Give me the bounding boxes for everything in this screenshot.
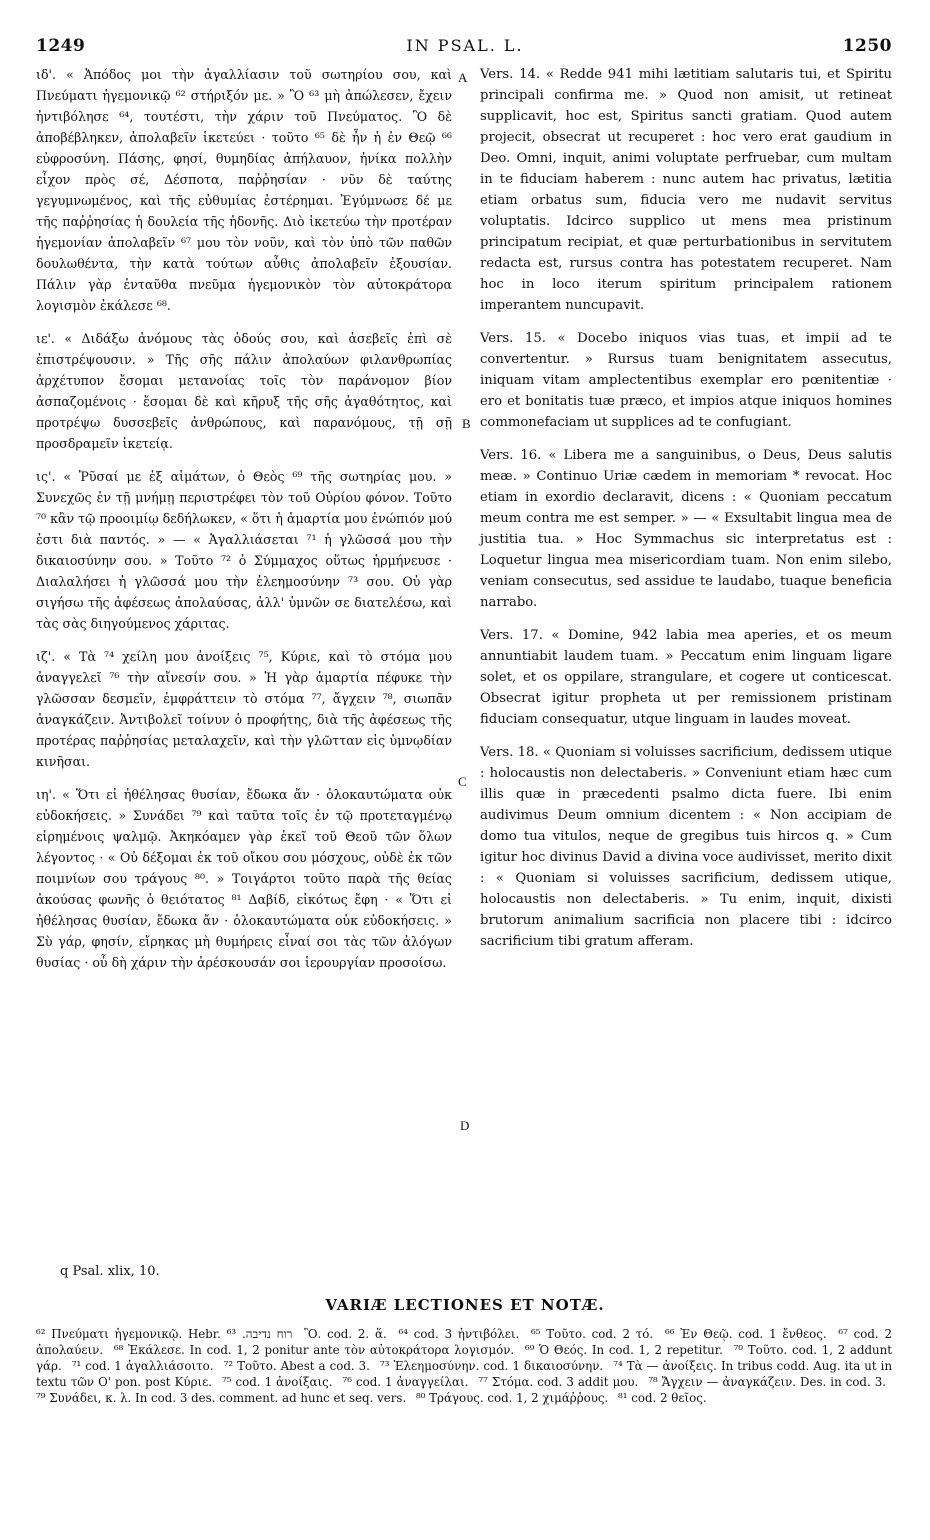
running-title: IN PSAL. L. [406, 36, 524, 55]
margin-marker-b: B [462, 416, 471, 431]
note-64: ⁶⁴ cod. 3 ἠντιβόλει. [398, 1327, 520, 1341]
variant-readings [36, 1326, 892, 1406]
note-70: ⁷⁰ Τοῦτο. cod. 1, 2 addunt γάρ. [36, 1343, 892, 1373]
margin-marker-d: D [460, 1118, 470, 1133]
note-78: ⁷⁸ Ἄγχειν — ἀναγκάζειν. Des. in cod. 3. [648, 1375, 887, 1389]
note-74: ⁷⁴ Τὰ — ἀνοίξεις. In tribus codd. Aug. ita ut in textu τῶν Ο' pon. post Κύριε. [36, 1359, 893, 1389]
latin-verse-17: Vers. 17. « Domine, 942 labia mea aperies, et os meum annuntiabit laudem tuam. » Peccatum enim linguam ligare solet, et os oppilare, strangulare, et cogere ut conticescat. Obsecrat igitur propheta ut per remissionem pristinam fiduciam consequatur, utque linguam in laudes moveat. [480, 628, 892, 727]
margin-marker-a: A [458, 70, 468, 85]
note-63: ⁶³ Ὃ. cod. 2. ἅ. [226, 1327, 387, 1341]
note-75: ⁷⁵ cod. 1 ἀνοίξαις. [222, 1375, 333, 1389]
note-69: ⁶⁹ Ὁ Θεός. In cod. 1, 2 repetitur. [524, 1343, 723, 1357]
note-67: ⁶⁷ cod. 2 ἀπολαύειν. [36, 1327, 892, 1357]
note-65: ⁶⁵ Τοῦτο. cod. 2 τό. [531, 1327, 654, 1341]
note-71: ⁷¹ cod. 1 ἀγαλλιάσοιτο. [71, 1359, 214, 1373]
note-66: ⁶⁶ Ἐν Θεῷ. cod. 1 ἔνθεος. [664, 1327, 827, 1341]
greek-verse-16: ις'. « Ῥῦσαί με ἐξ αἱμάτων, ὁ Θεὸς ⁶⁹ τῆς σωτηρίας μου. » Συνεχῶς ἐν τῇ μνήμῃ περιστρέφει τὸν τοῦ Οὐρίου φόνον. Τοῦτο ⁷⁰ κἂν τῷ προοιμίῳ δεδήλωκεν, « ὅτι ἡ ἁμαρτία μου ἐνώπιόν μού ἐστι διὰ παντός. » — « Ἀγαλλιάσεται ⁷¹ ἡ γλῶσσά μου τὴν δικαιοσύνην σου. » Τοῦτο ⁷² ὁ Σύμμαχος οὕτως ἡρμήνευσε · Διαλαλήσει ἡ γλῶσσά μου τὴν ἐλεημοσύνην ⁷³ σου. Οὐ γὰρ σιγήσω τῆς ἀφέσεως ἀπολαύσας, ἀλλ' ὑμνῶν σε διατελέσω, καὶ τὰς σὰς διηγούμενος χάριτας. [36, 469, 452, 631]
note-79: ⁷⁹ Συνάδει, κ. λ. In cod. 3 des. comment. ad hunc et seq. vers. [36, 1391, 407, 1405]
latin-verse-16: Vers. 16. « Libera me a sanguinibus, o Deus, Deus salutis meæ. » Continuo Uriæ cædem in memoriam * revocat. Hoc etiam in exordio declaravit, dicens : « Quoniam peccatum meum contra me est semper. » — « Exsultabit lingua mea de justitia tua. » Hoc Symmachus sic interpretatus est : Loquetur lingua mea misericordiam tuam. Non enim silebo, veniam consecutus, sed assidue te laudabo, tuaque beneficia narrabo. [480, 448, 892, 610]
latin-verse-14: Vers. 14. « Redde 941 mihi lætitiam salutaris tui, et Spiritu principali confirma me. » Quod non amisit, ut retineat supplicavit, hoc est, Spiritus sancti gratiam. Quod autem projecit, obsecrat ut recuperet : hoc vero erat gaudium in Deo. Omni, inquit, animi voluptate perfruebar, cum multam in te fiduciam haberem : nunc autem hac privatus, lætitia etiam orbatus sum, fiducia vero me nudavit servitus voluptatis. Idcirco supplico ut mens mea pristinum principatum recipiat, et quæ perturbationibus in servitutem redacta est, rursus contra has potestatem recuperet. Nam hoc in loco iterum spiritum principalem rationem imperantem nuncupavit. [480, 67, 892, 313]
scripture-footnote: q Psal. xlix, 10. [60, 1264, 160, 1279]
greek-verse-15: ιε'. « Διδάξω ἀνόμους τὰς ὁδούς σου, καὶ ἀσεβεῖς ἐπὶ σὲ ἐπιστρέψουσιν. » Τῆς σῆς πάλιν ἀπολαύων φιλανθρωπίας ἀρχέτυπον ἔσομαι μετανοίας τοῖς τὸν παράνομον βίον ἀσπαζομένοις · ἔσομαι δὲ καὶ κῆρυξ τῆς σῆς ἀγαθότητος, καὶ προτρέψω δυσσεβεῖς ἀνθρώπους, καὶ παρανόμους, τῇ σῇ προσδραμεῖν ἱκετείᾳ. [36, 331, 452, 451]
greek-column [36, 64, 452, 985]
note-73: ⁷³ Ἐλεημοσύνην. cod. 1 δικαιοσύνην. [379, 1359, 604, 1373]
latin-verse-15: Vers. 15. « Docebo iniquos vias tuas, et impii ad te convertentur. » Rursus tuam benignitatem assecutus, iniquam vitam amplectentibus exemplar ero pœnitentiæ · ero et bonitatis tuæ præco, et impios atque iniquos homines commonefaciam ut supplices ad te confugiant. [480, 331, 892, 430]
note-76: ⁷⁶ cod. 1 ἀναγγείλαι. [342, 1375, 469, 1389]
greek-verse-14: ιδ'. « Ἀπόδος μοι τὴν ἀγαλλίασιν τοῦ σωτηρίου σου, καὶ Πνεύματι ἡγεμονικῷ ⁶² στήριξόν με. » Ὃ ⁶³ μὴ ἀπώλεσεν, ἔχειν ἠντιβόλησε ⁶⁴, τουτέστι, τὴν χάριν τοῦ Πνεύματος. Ὃ δὲ ἀποβέβληκεν, ἀπολαβεῖν ἱκετεύει · τοῦτο ⁶⁵ δὲ ἦν ἡ ἐν Θεῷ ⁶⁶ εὐφροσύνη. Πάσης, φησί, θυμηδίας ἀπήλαυον, ἡνίκα πολλὴν εἶχον πρὸς σέ, Δέσποτα, παῤῥησίαν · νῦν δὲ ταύτης γεγυμνωμένος, καὶ τῆς εὐθυμίας ἐστέρημαι. Ἐγύμνωσε δέ με τῆς παῤῥησίας ἡ δουλεία τῆς ἡδονῆς. Διὸ ἱκετεύω τὴν προτέραν ἡγεμονίαν ἀπολαβεῖν ⁶⁷ μου τὸν νοῦν, καὶ τὸν ὑπὸ τῶν παθῶν δουλωθέντα, τὴν κατὰ τούτων αὖθις ἀπολαβεῖν ἐξουσίαν. Πάλιν γὰρ ἐνταῦθα πνεῦμα ἡγεμονικὸν τὸν αὐτοκράτορα λογισμὸν ἐκάλεσε ⁶⁸. [36, 67, 452, 313]
note-80: ⁸⁰ Τράγους. cod. 1, 2 χιμάῤῥους. [415, 1391, 609, 1405]
latin-verse-18: Vers. 18. « Quoniam si voluisses sacrificium, dedissem utique : holocaustis non delectaberis. » Conveniunt etiam hæc cum illis quæ in præcedenti psalmo dicta fuere. Ibi enim audivimus Deum omnium dicentem : « Non accipiam de domo tua vitulos, neque de gregibus tuis hircos q. » Cum igitur hoc divinus David a divina voce audivisset, merito dixit : « Quoniam si voluisses sacrificium, dedissem utique, holocaustis non delectaberis. » Tu enim, inquit, dixisti brutorum animalium sacrificia non placere tibi : idcirco sacrificium tibi gratum afferam. [480, 745, 892, 949]
note-72: ⁷² Τοῦτο. Abest a cod. 3. [223, 1359, 370, 1373]
note-62: ⁶² Πνεύματι ἡγεμονικῷ. Hebr. רוח נדיבה. [36, 1327, 293, 1341]
notes-heading: VARIÆ LECTIONES ET NOTÆ. [325, 1296, 605, 1314]
latin-column [480, 64, 892, 964]
note-68: ⁶⁸ Ἐκάλεσε. In cod. 1, 2 ponitur ante τὸν αὐτοκράτορα λογισμόν. [113, 1343, 515, 1357]
margin-marker-c: C [458, 774, 467, 789]
greek-verse-18: ιη'. « Ὅτι εἰ ἠθέλησας θυσίαν, ἔδωκα ἄν · ὁλοκαυτώματα οὐκ εὐδοκήσεις. » Συνάδει ⁷⁹ καὶ ταῦτα τοῖς ἐν τῷ προτεταγμένῳ εἰρημένοις ψαλμῷ. Ἀκηκόαμεν γὰρ ἐκεῖ τοῦ Θεοῦ τῶν ὅλων λέγοντος · « Οὐ δέξομαι ἐκ τοῦ οἴκου σου μόσχους, οὐδὲ ἐκ τῶν ποιμνίων σου τράγους ⁸⁰. » Τοιγάρτοι τοῦτο παρὰ τῆς θείας ἀκούσας φωνῆς ὁ θειότατος ⁸¹ Δαβίδ, εἰκότως ἔφη · « Ὅτι εἰ ἠθέλησας θυσίαν, ἔδωκα ἄν · ὁλοκαυτώματα οὐκ εὐδοκήσεις. » Σὺ γάρ, φησίν, εἴρηκας μὴ θυμήρεις εἶναί σοι τὰς τῶν ἀλόγων θυσίας · οὗ δὴ χάριν τὴν ἀρέσκουσάν σοι ἱερουργίαν προσοίσω. [36, 787, 452, 970]
right-page-number: 1250 [842, 36, 892, 56]
note-81: ⁸¹ cod. 2 θεῖος. [618, 1391, 707, 1405]
greek-verse-17: ιζ'. « Τὰ ⁷⁴ χείλη μου ἀνοίξεις ⁷⁵, Κύριε, καὶ τὸ στόμα μου ἀναγγελεῖ ⁷⁶ τὴν αἴνεσίν σου. » Ἡ γὰρ ἁμαρτία πέφυκε τὴν γλῶσσαν δεσμεῖν, ἐμφράττειν τὸ στόμα ⁷⁷, ἄγχειν ⁷⁸, σιωπᾶν ἀναγκάζειν. Ἀντιβολεῖ τοίνυν ὁ προφήτης, διὰ τῆς ἀφέσεως τῆς προτέρας παῤῥησίας μεταλαχεῖν, καὶ τὴν γλῶτταν εἰς ὑμνῳδίαν κινῆσαι. [36, 649, 452, 769]
left-page-number: 1249 [36, 36, 86, 56]
note-77: ⁷⁷ Στόμα. cod. 3 addit μου. [478, 1375, 639, 1389]
